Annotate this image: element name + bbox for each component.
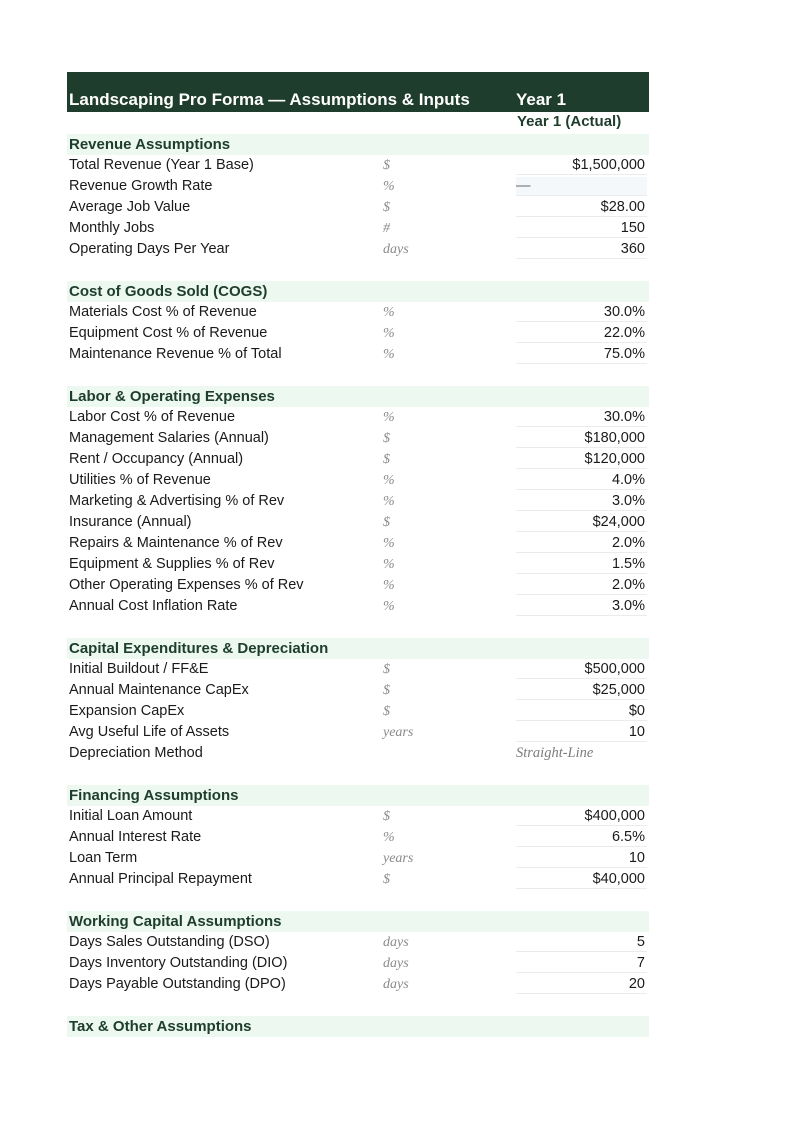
value-cell[interactable]: 3.0% — [516, 597, 647, 616]
section-title: Capital Expenditures & Depreciation — [67, 638, 649, 659]
assumption-row — [67, 701, 649, 722]
section — [67, 1016, 649, 1037]
section — [67, 911, 649, 995]
row-label: Operating Days Per Year — [69, 241, 230, 257]
value-cell[interactable]: 360 — [516, 240, 647, 259]
row-label: Monthly Jobs — [69, 220, 155, 236]
assumption-row — [67, 575, 649, 596]
row-label: Annual Interest Rate — [69, 829, 202, 845]
section — [67, 386, 649, 617]
assumption-row — [67, 659, 649, 680]
value-cell[interactable]: $120,000 — [516, 450, 647, 469]
row-label: Revenue Growth Rate — [69, 178, 213, 194]
value-cell[interactable]: $28.00 — [516, 198, 647, 217]
assumption-row — [67, 197, 649, 218]
assumption-row — [67, 512, 649, 533]
assumption-row — [67, 743, 649, 764]
row-label: Repairs & Maintenance % of Rev — [69, 535, 283, 551]
assumption-row — [67, 596, 649, 617]
row-label: Expansion CapEx — [69, 703, 185, 719]
assumption-row — [67, 428, 649, 449]
sections-container — [67, 134, 649, 1037]
row-unit: % — [383, 494, 395, 509]
row-label: Annual Principal Repayment — [69, 871, 252, 887]
value-cell[interactable]: Straight-Line — [516, 745, 594, 761]
row-unit: $ — [383, 515, 390, 530]
column-header: Year 1 (Actual) — [517, 113, 622, 130]
year-label: Year 1 — [516, 90, 567, 109]
assumption-row — [67, 722, 649, 743]
value-cell[interactable]: $40,000 — [516, 870, 647, 889]
row-label: Utilities % of Revenue — [69, 472, 211, 488]
row-label: Other Operating Expenses % of Rev — [69, 577, 304, 593]
value-cell[interactable]: $24,000 — [516, 513, 647, 532]
assumption-row — [67, 323, 649, 344]
assumption-row — [67, 302, 649, 323]
assumption-row — [67, 239, 649, 260]
value-cell[interactable]: 4.0% — [516, 471, 647, 490]
assumption-row — [67, 533, 649, 554]
row-unit: % — [383, 179, 395, 194]
value-cell[interactable]: 6.5% — [516, 828, 647, 847]
section-title: Revenue Assumptions — [67, 134, 649, 155]
row-label: Days Inventory Outstanding (DIO) — [69, 955, 288, 971]
value-cell[interactable]: 7 — [516, 954, 647, 973]
value-cell[interactable]: 30.0% — [516, 303, 647, 322]
assumption-row — [67, 848, 649, 869]
row-unit: days — [383, 977, 409, 992]
assumption-row — [67, 470, 649, 491]
row-label: Days Sales Outstanding (DSO) — [69, 934, 270, 950]
section — [67, 134, 649, 260]
row-label: Initial Buildout / FF&E — [69, 661, 209, 677]
assumption-row — [67, 974, 649, 995]
section-title: Cost of Goods Sold (COGS) — [67, 281, 649, 302]
row-unit: % — [383, 599, 395, 614]
section-title: Tax & Other Assumptions — [67, 1016, 649, 1037]
assumption-row — [67, 407, 649, 428]
row-unit: $ — [383, 809, 390, 824]
value-cell[interactable]: $25,000 — [516, 681, 647, 700]
row-unit: % — [383, 578, 395, 593]
value-cell[interactable]: 2.0% — [516, 576, 647, 595]
title-bar — [67, 72, 649, 112]
assumption-row — [67, 869, 649, 890]
section — [67, 785, 649, 890]
assumption-row — [67, 680, 649, 701]
row-unit: % — [383, 410, 395, 425]
row-unit: years — [383, 725, 414, 740]
row-label: Labor Cost % of Revenue — [69, 409, 236, 425]
row-unit: days — [383, 956, 409, 971]
column-header-row — [67, 112, 649, 134]
row-label: Annual Maintenance CapEx — [69, 682, 249, 698]
assumption-row — [67, 932, 649, 953]
row-label: Depreciation Method — [69, 745, 203, 761]
assumption-row — [67, 827, 649, 848]
value-cell[interactable]: 30.0% — [516, 408, 647, 427]
value-cell[interactable]: 3.0% — [516, 492, 647, 511]
value-cell[interactable]: $400,000 — [516, 807, 647, 826]
value-cell[interactable]: 150 — [516, 219, 647, 238]
row-unit: years — [383, 851, 414, 866]
row-label: Materials Cost % of Revenue — [69, 304, 257, 320]
row-unit: # — [383, 221, 390, 236]
row-unit: % — [383, 326, 395, 341]
row-unit: $ — [383, 872, 390, 887]
row-unit: days — [383, 242, 409, 257]
assumptions-sheet — [67, 72, 649, 1058]
value-cell[interactable]: $500,000 — [516, 660, 647, 679]
assumption-row — [67, 953, 649, 974]
row-unit: $ — [383, 662, 390, 677]
row-unit: $ — [383, 158, 390, 173]
sheet-title: Landscaping Pro Forma — Assumptions & Inputs — [69, 90, 470, 109]
row-unit: % — [383, 305, 395, 320]
section — [67, 638, 649, 764]
value-cell[interactable]: 75.0% — [516, 345, 647, 364]
value-cell[interactable]: $1,500,000 — [516, 156, 647, 175]
value-cell[interactable]: 20 — [516, 975, 647, 994]
row-label: Days Payable Outstanding (DPO) — [69, 976, 286, 992]
section — [67, 281, 649, 365]
value-cell[interactable]: 22.0% — [516, 324, 647, 343]
value-cell[interactable]: 10 — [516, 849, 647, 868]
row-label: Average Job Value — [69, 199, 191, 215]
row-unit: $ — [383, 704, 390, 719]
row-label: Insurance (Annual) — [69, 514, 192, 530]
row-unit: % — [383, 830, 395, 845]
row-unit: $ — [383, 452, 390, 467]
assumption-row — [67, 344, 649, 365]
value-cell[interactable]: 10 — [516, 723, 647, 742]
assumption-row — [67, 491, 649, 512]
row-label: Avg Useful Life of Assets — [69, 724, 230, 740]
section-title: Financing Assumptions — [67, 785, 649, 806]
row-unit: $ — [383, 683, 390, 698]
row-label: Marketing & Advertising % of Rev — [69, 493, 285, 509]
value-cell[interactable]: 1.5% — [516, 555, 647, 574]
row-unit: % — [383, 536, 395, 551]
value-cell[interactable]: — — [516, 177, 647, 196]
assumption-row — [67, 155, 649, 176]
row-label: Equipment & Supplies % of Rev — [69, 556, 275, 572]
row-label: Total Revenue (Year 1 Base) — [69, 157, 254, 173]
row-unit: % — [383, 557, 395, 572]
assumption-row — [67, 806, 649, 827]
row-label: Management Salaries (Annual) — [69, 430, 269, 446]
row-label: Equipment Cost % of Revenue — [69, 325, 268, 341]
row-unit: days — [383, 935, 409, 950]
section-title: Labor & Operating Expenses — [67, 386, 649, 407]
row-label: Loan Term — [69, 850, 138, 866]
row-label: Maintenance Revenue % of Total — [69, 346, 282, 362]
row-label: Initial Loan Amount — [69, 808, 193, 824]
value-cell[interactable]: 2.0% — [516, 534, 647, 553]
assumption-row — [67, 176, 649, 197]
row-unit: % — [383, 347, 395, 362]
value-cell[interactable]: $0 — [516, 702, 647, 721]
assumption-row — [67, 449, 649, 470]
row-unit: $ — [383, 431, 390, 446]
row-label: Rent / Occupancy (Annual) — [69, 451, 244, 467]
row-unit: % — [383, 473, 395, 488]
value-cell[interactable]: 5 — [516, 933, 647, 952]
assumption-row — [67, 554, 649, 575]
section-title: Working Capital Assumptions — [67, 911, 649, 932]
row-label: Annual Cost Inflation Rate — [69, 598, 238, 614]
value-cell[interactable]: $180,000 — [516, 429, 647, 448]
assumption-row — [67, 218, 649, 239]
row-unit: $ — [383, 200, 390, 215]
